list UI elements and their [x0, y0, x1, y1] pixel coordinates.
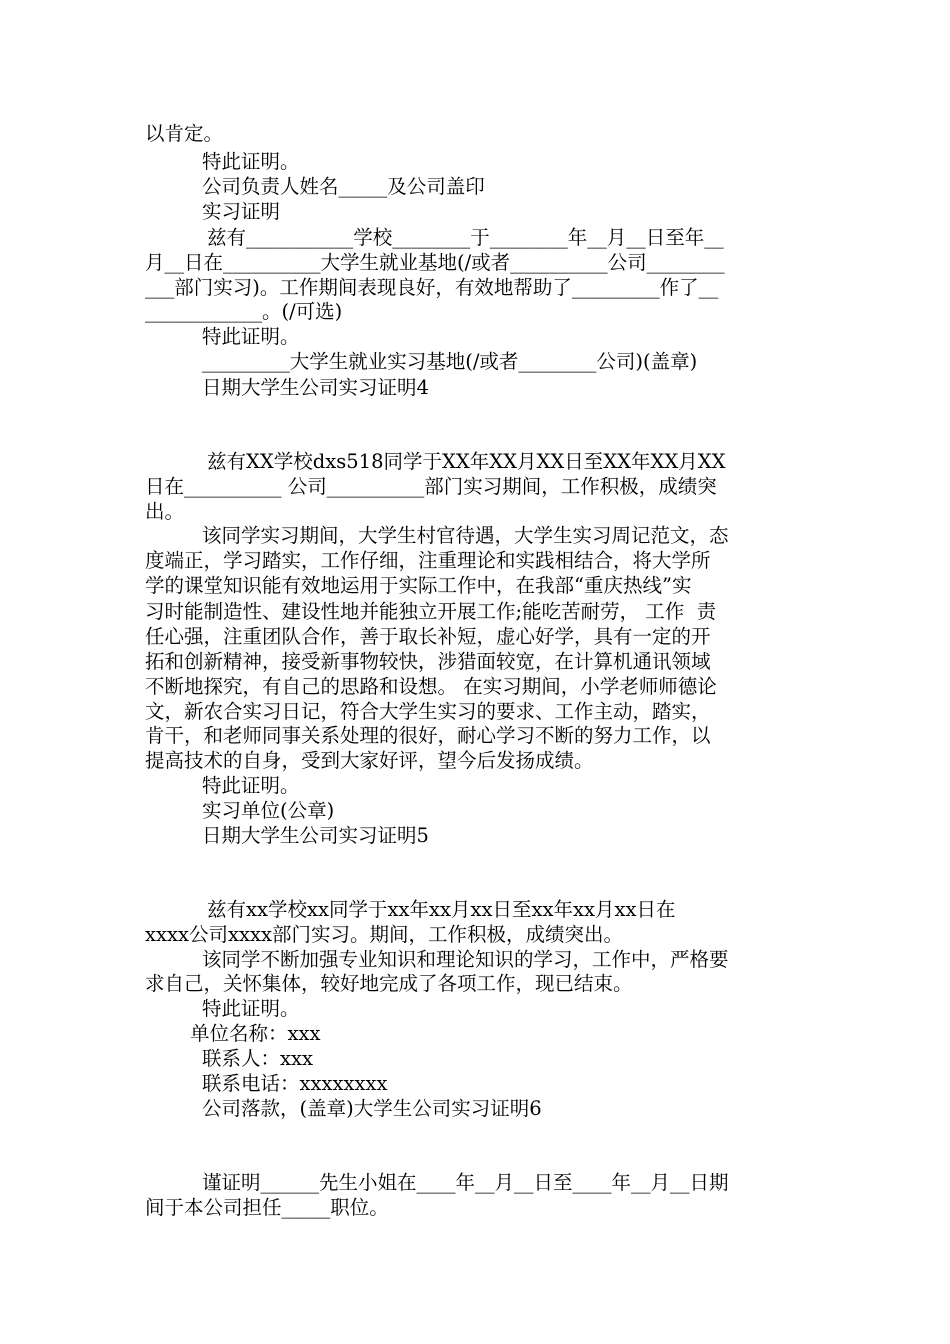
text-line: 学的课堂知识能有效地运用于实际工作中，在我部“重庆热线”实: [145, 574, 692, 597]
text-line: 该同学不断加强专业知识和理论知识的学习，工作中，严格要: [202, 948, 729, 971]
text-line: 不断地探究，有自己的思路和设想。 在实习期间，小学老师师德论: [145, 675, 717, 698]
text-line: 度端正，学习踏实，工作仔细，注重理论和实践相结合，将大学所: [145, 549, 711, 572]
text-line: 特此证明。: [202, 150, 300, 173]
text-line: 文，新农合实习日记，符合大学生实习的要求、工作主动，踏实，: [145, 700, 711, 723]
text-line: xxxx公司xxxx部门实习。期间，工作积极，成绩突出。: [145, 923, 623, 946]
text-line: 特此证明。: [202, 325, 300, 348]
section-heading: 日期大学生公司实习证明4: [202, 376, 429, 399]
text-line: 间于本公司担任_____职位。: [145, 1196, 389, 1219]
text-line: 兹有XX学校dxs518同学于XX年XX月XX日至XX年XX月XX: [207, 450, 726, 473]
text-line: 实习单位(公章): [202, 799, 335, 822]
text-line: 日在__________ 公司__________部门实习期间，工作积极，成绩突: [145, 475, 717, 498]
text-line: 出。: [145, 500, 185, 523]
text-line: 该同学实习期间，大学生村官待遇，大学生实习周记范文，态: [202, 524, 729, 547]
text-line: ____________。(/可选): [145, 300, 343, 323]
text-line: 公司负责人姓名_____及公司盖印: [202, 175, 485, 198]
text-line: _________大学生就业实习基地(/或者________公司)(盖章): [202, 350, 698, 373]
text-line: 联系电话：xxxxxxxx: [202, 1072, 388, 1095]
text-line: 以肯定。: [145, 122, 224, 145]
text-line: ___部门实习)。工作期间表现良好，有效地帮助了_________作了__: [145, 276, 719, 299]
text-line: 特此证明。: [202, 774, 300, 797]
text-line: 单位名称：xxx: [190, 1022, 321, 1045]
text-line: 任心强，注重团队合作，善于取长补短，虚心好学，具有一定的开: [145, 625, 711, 648]
text-line: 兹有xx学校xx同学于xx年xx月xx日至xx年xx月xx日在: [207, 898, 676, 921]
text-line: 月__日在__________大学生就业基地(/或者__________公司________: [145, 251, 725, 274]
text-line: 求自己，关怀集体，较好地完成了各项工作，现已结束。: [145, 972, 633, 995]
section-heading: 日期大学生公司实习证明5: [202, 824, 429, 847]
text-line: 肯干，和老师同事关系处理的很好，耐心学习不断的努力工作，以: [145, 724, 711, 747]
text-line: 拓和创新精神，接受新事物较快，涉猎面较宽，在计算机通讯领域: [145, 650, 711, 673]
text-line: 提高技术的自身，受到大家好评，望今后发扬成绩。: [145, 749, 594, 772]
text-line: 谨证明______先生小姐在____年__月__日至____年__月__日期: [202, 1171, 729, 1194]
text-line: 习时能制造性、建设性地并能独立开展工作;能吃苦耐劳， 工作 责: [145, 600, 717, 623]
text-line: 特此证明。: [202, 997, 300, 1020]
section-heading: 实习证明: [202, 200, 281, 223]
text-line: 兹有___________学校________于________年__月__日至年__: [207, 226, 724, 249]
text-line: 联系人：xxx: [202, 1047, 313, 1070]
section-heading: 公司落款，(盖章)大学生公司实习证明6: [202, 1097, 542, 1120]
